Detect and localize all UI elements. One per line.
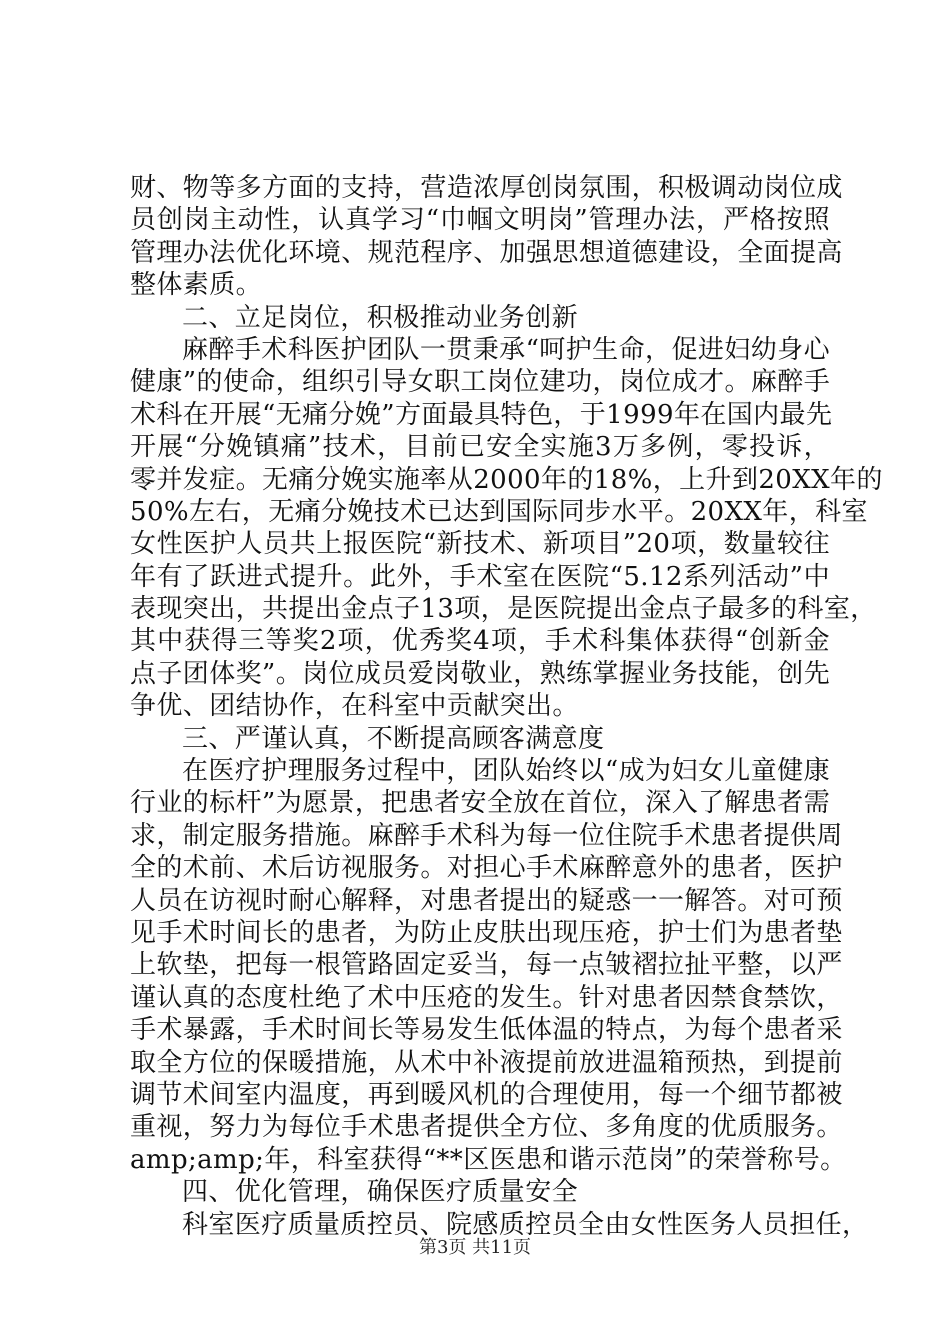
text-line: 麻醉手术科医护团队一贯秉承“呵护生命，促进妇幼身心	[182, 334, 830, 365]
text-line: 三、严谨认真，不断提高顾客满意度	[182, 723, 605, 754]
text-line: 在医疗护理服务过程中，团队始终以“成为妇女儿童健康	[182, 756, 830, 787]
text-line: 术科在开展“无痛分娩”方面最具特色，于1999年在国内最先	[130, 399, 833, 430]
text-line: 重视，努力为每位手术患者提供全方位、多角度的优质服务。	[130, 1112, 843, 1143]
page-footer	[0, 1236, 950, 1260]
text-line: 行业的标杆”为愿景，把患者安全放在首位，深入了解患者需	[130, 788, 831, 819]
text-line: 开展“分娩镇痛”技术，目前已安全实施3万多例，零投诉，	[130, 432, 830, 463]
text-line: 见手术时间长的患者，为防止皮肤出现压疮，护士们为患者垫	[130, 917, 843, 948]
text-line: 谨认真的态度杜绝了术中压疮的发生。针对患者因禁食禁饮，	[130, 982, 843, 1013]
text-line: 上软垫，把每一根管路固定妥当，每一点皱褶拉扯平整，以严	[130, 950, 843, 981]
text-line: 财、物等多方面的支持，营造浓厚创岗氛围，积极调动岗位成	[130, 173, 843, 203]
text-line: 二、立足岗位，积极推动业务创新	[182, 302, 579, 333]
text-line: 调节术间室内温度，再到暖风机的合理使用，每一个细节都被	[130, 1079, 843, 1110]
text-line: 女性医护人员共上报医院“新技术、新项目”20项，数量较往	[130, 529, 830, 560]
text-line: 整体素质。	[130, 270, 263, 301]
text-line: 人员在访视时耐心解释，对患者提出的疑惑一一解答。对可预	[130, 885, 843, 916]
text-line: 求，制定服务措施。麻醉手术科为每一位住院手术患者提供周	[130, 820, 843, 851]
text-line: 科室医疗质量质控员、院感质控员全由女性医务人员担任，	[182, 1209, 869, 1240]
text-line: 点子团体奖”。岗位成员爱岗敬业，熟练掌握业务技能，创先	[130, 658, 831, 689]
text-line: 全的术前、术后访视服务。对担心手术麻醉意外的患者，医护	[130, 853, 843, 884]
text-line: 其中获得三等奖2项，优秀奖4项，手术科集体获得“创新金	[130, 626, 830, 657]
text-line: 争优、团结协作，在科室中贡献突出。	[130, 691, 579, 722]
document-body	[130, 172, 883, 1241]
text-line: 健康”的使命，组织引导女职工岗位建功，岗位成才。麻醉手	[130, 367, 831, 398]
text-line: 手术暴露，手术时间长等易发生低体温的特点，为每个患者采	[130, 1015, 843, 1046]
text-line: 表现突出，共提出金点子13项，是医院提出金点子最多的科室，	[130, 594, 877, 625]
text-line: amp;amp;年，科室获得“**区医患和谐示范岗”的荣誉称号。	[130, 1144, 847, 1175]
text-line: 员创岗主动性，认真学习“巾帼文明岗”管理办法，严格按照	[130, 205, 830, 236]
text-line: 50%左右，无痛分娩技术已达到国际同步水平。20XX年，科室	[130, 496, 868, 527]
text-line: 管理办法优化环境、规范程序、加强思想道德建设，全面提高	[130, 237, 843, 268]
text-line: 零并发症。无痛分娩实施率从2000年的18%，上升到20XX年的	[130, 464, 883, 495]
text-line: 四、优化管理，确保医疗质量安全	[182, 1177, 579, 1208]
page-number: 第3页 共11页	[418, 1237, 532, 1258]
text-line: 取全方位的保暖措施，从术中补液提前放进温箱预热，到提前	[130, 1047, 843, 1078]
text-line: 年有了跃进式提升。此外，手术室在医院“5.12系列活动”中	[130, 561, 830, 592]
